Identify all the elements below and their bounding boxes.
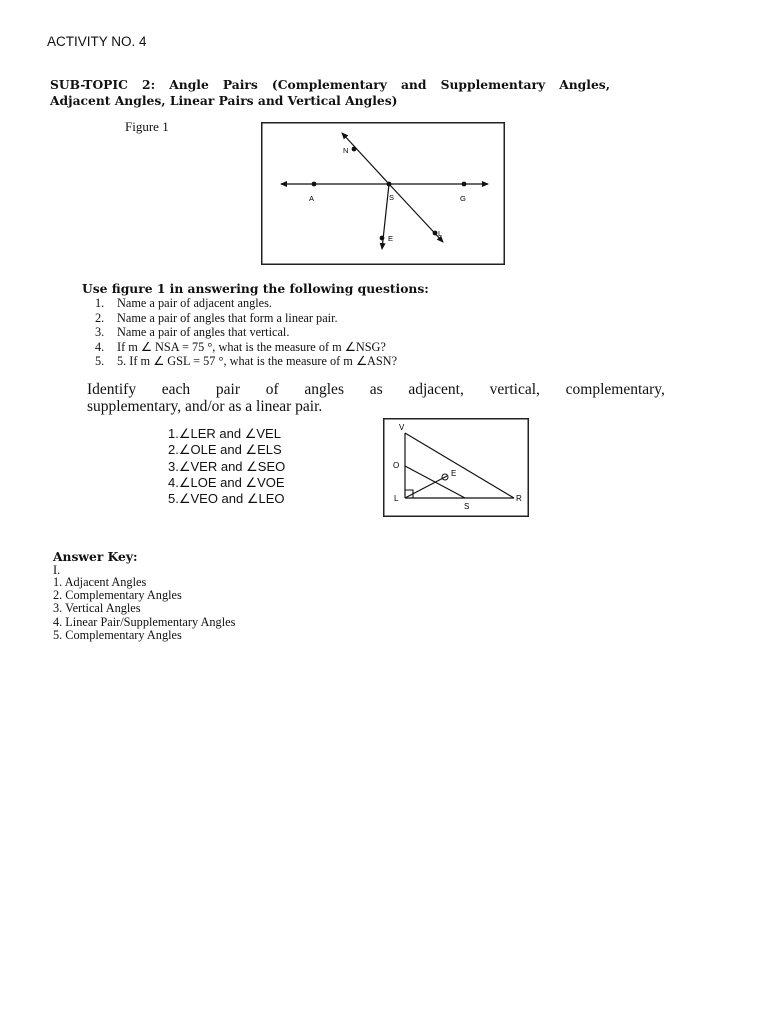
identify-word: each [161, 381, 191, 398]
question-number: 5. [95, 354, 105, 369]
subtopic-word: (Complementary [271, 77, 387, 92]
subtopic-word: and [400, 77, 427, 92]
question-item [95, 325, 397, 340]
identify-word: as [369, 381, 383, 398]
subtopic-word: Angle [169, 77, 209, 92]
figure-1-diagram [261, 122, 505, 265]
subtopic-word: SUB-TOPIC [50, 77, 128, 92]
identify-word: pair [215, 381, 241, 398]
identify-word: vertical, [489, 381, 540, 398]
answer-item: 5. Complementary Angles [53, 627, 182, 642]
question-item [95, 354, 397, 369]
label-l: L [438, 229, 443, 238]
identify-instructions [87, 381, 665, 415]
label-s: S [464, 502, 470, 511]
question-number: 4. [95, 339, 105, 354]
identify-word: of [265, 381, 279, 398]
point-g [462, 182, 467, 187]
angle-pair-item: 5.∠VEO and ∠LEO [168, 491, 285, 507]
subtopic-word: 2: [142, 77, 156, 92]
subtopic-heading [50, 77, 610, 109]
question-item [95, 340, 397, 355]
label-o: O [393, 461, 400, 470]
subtopic-word: Angles, [559, 77, 610, 92]
point-e [380, 236, 385, 241]
angle-pairs-list [168, 426, 285, 507]
angle-pair-item: 1.∠LER and ∠VEL [168, 426, 281, 441]
questions-heading: Use figure 1 in answering the following questions: [82, 281, 429, 296]
question-item [95, 311, 397, 326]
answer-key-list [53, 576, 268, 642]
angle-pair-item: 2.∠OLE and ∠ELS [168, 442, 282, 458]
figure-1-label: Figure 1 [125, 119, 169, 134]
subtopic-line-2: Adjacent Angles, Linear Pairs and Vertical Angles) [50, 93, 398, 108]
identify-word: complementary, [565, 381, 665, 398]
label-s: S [389, 193, 395, 202]
label-r: R [516, 494, 522, 503]
activity-title: ACTIVITY NO. 4 [47, 34, 147, 49]
point-n [352, 147, 357, 152]
question-text: Name a pair of angles that form a linear pair. [117, 310, 338, 325]
answer-item: 1. Adjacent Angles [53, 575, 147, 589]
point-l [433, 231, 438, 236]
figure-2-diagram [383, 418, 529, 518]
answer-item: 4. Linear Pair/Supplementary Angles [53, 614, 236, 629]
label-v: V [399, 423, 405, 432]
question-text: Name a pair of angles that vertical. [117, 325, 290, 340]
label-e: E [388, 234, 394, 243]
label-g: G [460, 194, 466, 203]
segment-le [405, 476, 447, 498]
question-number: 1. [95, 296, 105, 310]
label-e: E [451, 469, 457, 478]
angle-pair-item: 3.∠VER and ∠SEO [168, 458, 286, 474]
identify-word: Identify [87, 381, 137, 398]
questions-list [95, 296, 397, 369]
ray-sn [342, 133, 389, 184]
label-n: N [343, 146, 349, 155]
question-number: 3. [95, 325, 105, 340]
question-item [95, 296, 397, 311]
question-text: 5. If m ∠ GSL = 57 °, what is the measure of m ∠ASN? [117, 354, 398, 369]
subtopic-word: Supplementary [440, 77, 546, 92]
question-text: If m ∠ NSA = 75 °, what is the measure of m ∠NSG? [117, 339, 386, 354]
point-s [387, 182, 392, 187]
identify-line-2: supplementary, and/or as a linear pair. [87, 398, 323, 415]
answer-item: 2. Complementary Angles [53, 588, 182, 603]
question-number: 2. [95, 310, 105, 325]
answer-key-title: Answer Key: [53, 549, 138, 564]
point-a [312, 182, 317, 187]
answer-item: 3. Vertical Angles [53, 601, 141, 616]
identify-word: angles [304, 381, 344, 398]
answer-key-section: I. [53, 563, 61, 577]
angle-pair-item: 4.∠LOE and ∠VOE [168, 474, 285, 490]
subtopic-word: Pairs [222, 77, 258, 92]
subtopic-line-1 [50, 77, 610, 93]
identify-line-1 [87, 381, 665, 398]
question-text: Name a pair of adjacent angles. [117, 296, 273, 310]
identify-word: adjacent, [408, 381, 464, 398]
segment-vr [405, 433, 514, 498]
label-l: L [394, 494, 399, 503]
label-a: A [309, 194, 315, 203]
